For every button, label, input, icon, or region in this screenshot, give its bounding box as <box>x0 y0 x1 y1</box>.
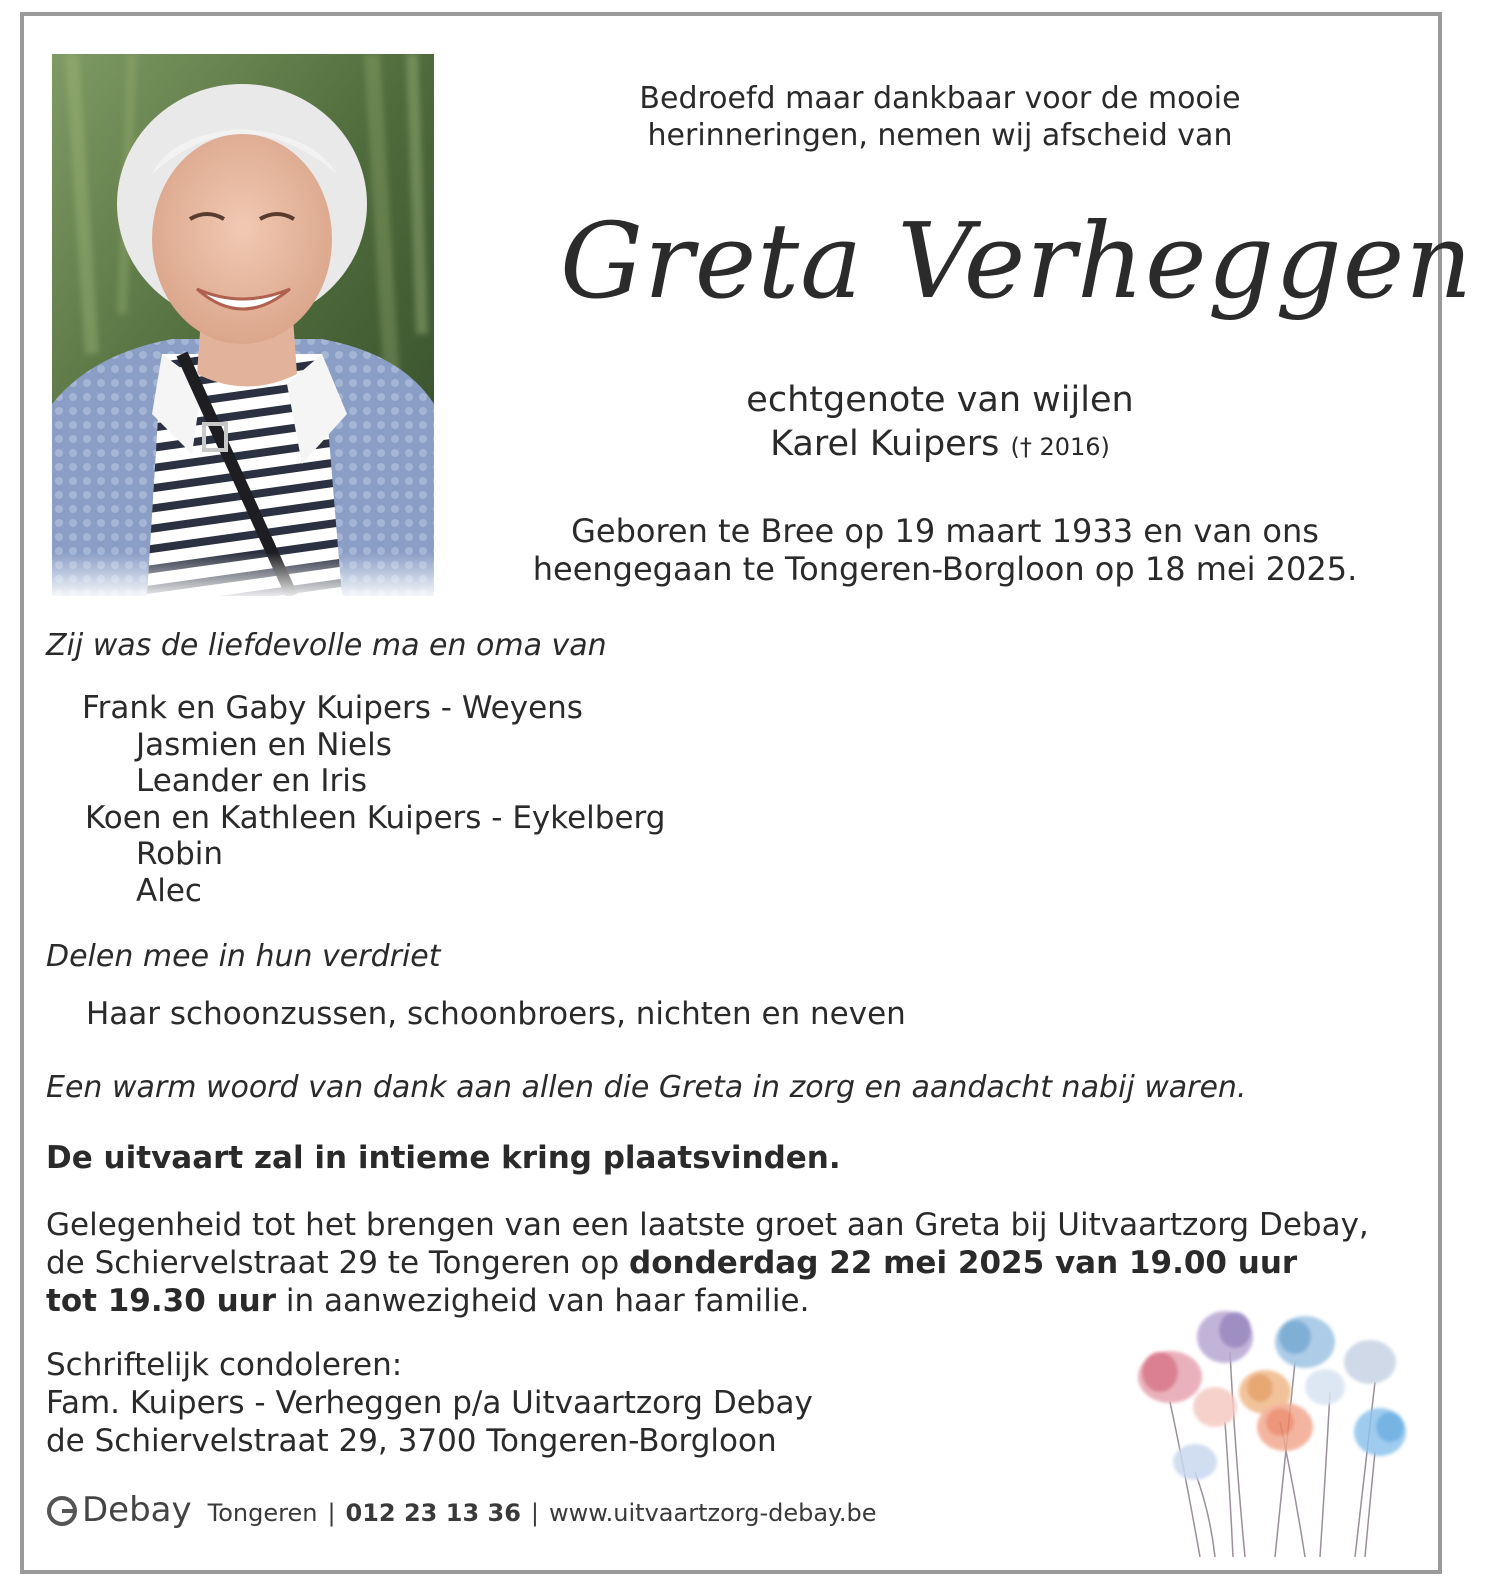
footer <box>46 1490 876 1533</box>
intro-text <box>560 80 1320 154</box>
thanks-text: Een warm woord van dank aan allen die Greta in zorg en aandacht nabij waren. <box>46 1070 1247 1105</box>
family-list <box>82 690 665 909</box>
brand-name: Debay <box>82 1490 192 1530</box>
debay-logo-icon <box>46 1495 78 1533</box>
intro-line: herinneringen, nemen wij afscheid van <box>647 118 1233 153</box>
birth-death-info <box>500 512 1390 588</box>
footer-phone: 012 23 13 36 <box>345 1499 521 1527</box>
footer-city: Tongeren <box>207 1499 318 1527</box>
footer-separator: | <box>327 1499 336 1527</box>
family-member: Alec <box>136 872 202 909</box>
footer-website[interactable]: www.uitvaartzorg-debay.be <box>548 1499 877 1527</box>
relation-heading: Zij was de liefdevolle ma en oma van <box>46 628 607 663</box>
portrait-photo <box>52 54 434 596</box>
share-text: Haar schoonzussen, schoonbroers, nichten en neven <box>86 996 906 1032</box>
birth-line: Geboren te Bree op 19 maart 1933 en van ons <box>571 512 1319 550</box>
flowers-illustration <box>1115 1292 1425 1562</box>
condolence-info <box>46 1346 813 1460</box>
visit-line: Gelegenheid tot het brengen van een laatste groet aan Greta bij Uitvaartzorg Debay, <box>46 1207 1369 1243</box>
family-member: Robin <box>136 836 224 872</box>
condolence-line: de Schiervelstraat 29, 3700 Tongeren-Borgloon <box>46 1423 777 1459</box>
funeral-text: De uitvaart zal in intieme kring plaatsvinden. <box>46 1140 841 1176</box>
family-member: Koen en Kathleen Kuipers - Eykelberg <box>85 799 666 836</box>
family-member: Jasmien en Niels <box>136 726 392 763</box>
footer-separator: | <box>530 1499 539 1527</box>
family-member: Frank en Gaby Kuipers - Weyens <box>82 690 583 726</box>
birth-line: heengegaan te Tongeren-Borgloon op 18 mei 2025. <box>532 550 1358 588</box>
spouse-death: († 2016) <box>1010 433 1110 461</box>
family-member: Leander en Iris <box>136 763 368 799</box>
visit-end-time: tot 19.30 uur <box>46 1283 277 1319</box>
intro-line: Bedroefd maar dankbaar voor de mooie <box>639 81 1241 116</box>
visit-note: in aanwezigheid van haar familie. <box>276 1283 810 1319</box>
visit-date: donderdag 22 mei 2025 van 19.00 uur <box>629 1245 1298 1281</box>
spouse-info <box>560 378 1320 469</box>
deceased-name: Greta Verheggen <box>560 200 1474 322</box>
condolence-line: Fam. Kuipers - Verheggen p/a Uitvaartzorg Debay <box>46 1385 813 1421</box>
condolence-line: Schriftelijk condoleren: <box>46 1347 403 1383</box>
spouse-line: echtgenote van wijlen <box>746 380 1134 420</box>
share-heading: Delen mee in hun verdriet <box>46 939 441 974</box>
spouse-name: Karel Kuipers <box>770 424 1000 464</box>
visit-address: de Schiervelstraat 29 te Tongeren op <box>46 1245 630 1281</box>
